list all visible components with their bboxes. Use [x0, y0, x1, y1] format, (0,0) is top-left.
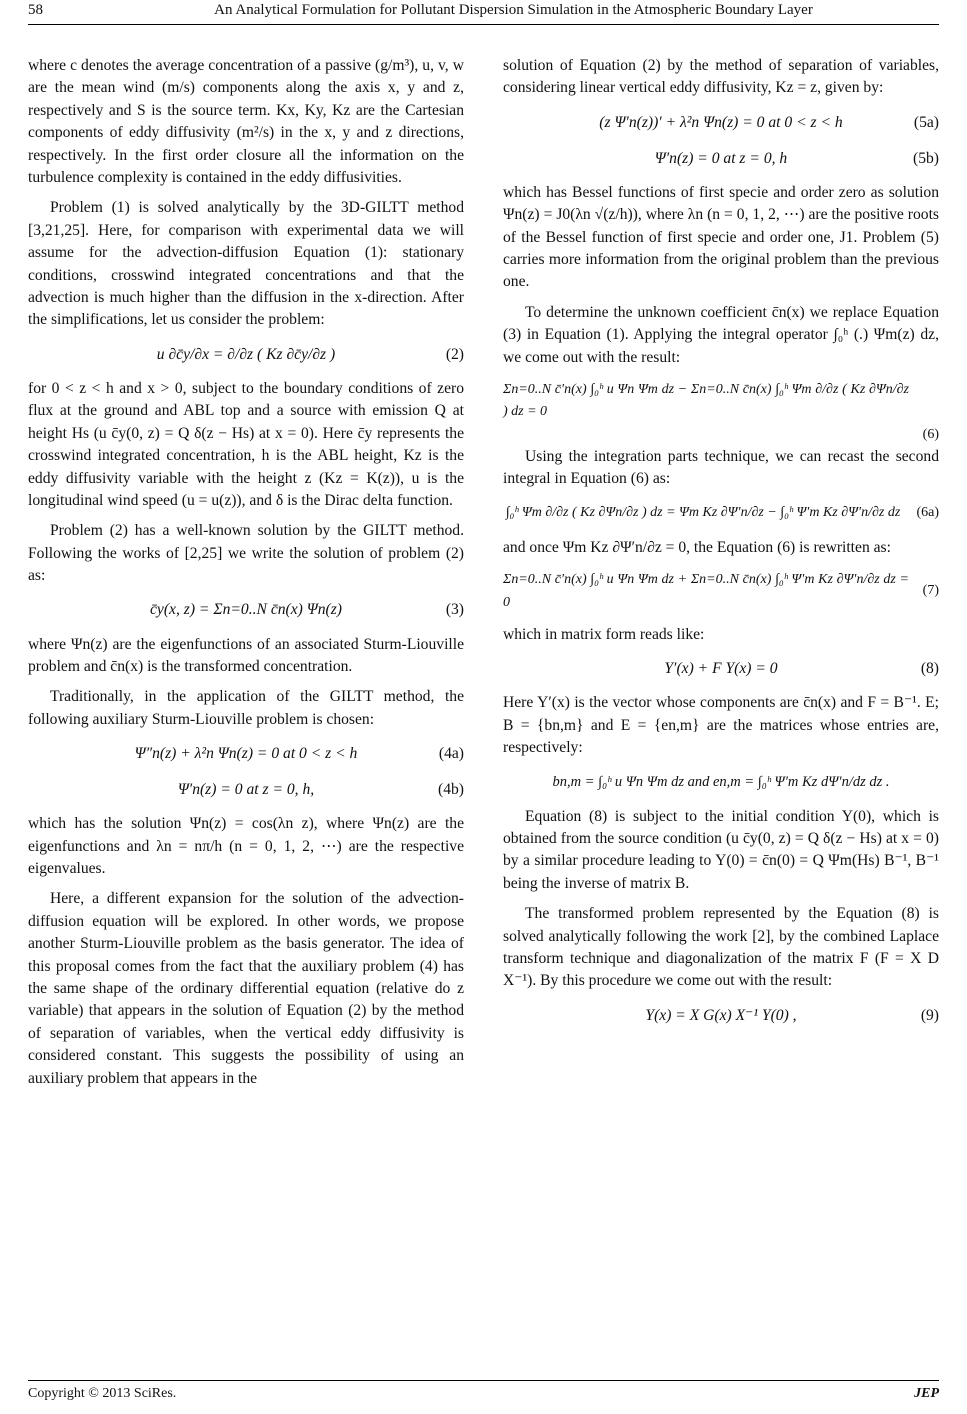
equation-number: (5a)	[913, 113, 939, 131]
equation-number: (6a)	[916, 505, 939, 521]
equation-number: (3)	[445, 601, 464, 619]
running-title: An Analytical Formulation for Pollutant Dispersion Simulation in the Atmospheric Boundary Layer	[214, 2, 813, 18]
equation-body: Ψ′n(z) = 0 at z = 0, h	[654, 149, 788, 167]
equation-4b	[28, 777, 464, 803]
paragraph: and once Ψm Kz ∂Ψ′n/∂z = 0, the Equation (6) is rewritten as:	[503, 538, 891, 556]
paragraph: Here Y′(x) is the vector whose components are c̄n(x) and F = B⁻¹. E; B = {bn,m} and E = {en,m} are the matrices whose entries are, respectively:	[503, 694, 939, 757]
equation-6a	[503, 501, 939, 527]
equation-body: (z Ψ′n(z))′ + λ²n Ψn(z) = 0 at 0 < z < h	[599, 113, 843, 131]
paragraph: To determine the unknown coefficient c̄n(x) we replace Equation (3) in Equation (1). Applying the integral operator ∫₀ʰ (.) Ψm(z) dz, we come out with the result:	[503, 303, 939, 366]
equation-number: (6)	[922, 426, 939, 442]
equation-body: Σn=0..N c̄′n(x) ∫₀ʰ u Ψn Ψm dz + Σn=0..N c̄n(x) ∫₀ʰ Ψ′m Kz ∂Ψ′n/∂z dz = 0	[503, 572, 909, 610]
equation-body: Ψ″n(z) + λ²n Ψn(z) = 0 at 0 < z < h	[134, 744, 358, 762]
paragraph: Here, a different expansion for the solution of the advection-diffusion equation will be explored. In other words, we propose another Sturm-Liouville problem as the basis generator. The idea of this proposal comes from the fact that the auxiliary problem (4) has the same shape of the ordinary differential equation (relative do z variable) that appears in the solution of Equation (2) by the method of separation of variables, when the vertical eddy diffusivity is considered constant. This suggests the possibility of using an auxiliary problem that appears in the	[28, 890, 464, 1087]
paragraph: Traditionally, in the application of the GILTT method, the following auxiliary Sturm-Liouville problem is chosen:	[28, 688, 464, 728]
paragraph: Using the integration parts technique, we can recast the second integral in Equation (6) as:	[503, 447, 939, 488]
equation-2	[28, 342, 464, 368]
paragraph: Equation (8) is subject to the initial condition Y(0), which is obtained from the source condition (u c̄y(0, z) = Q δ(z − Hs) at x = 0) by a similar procedure leading to Y(0) = c̄n(0) = Q Ψm(Hs) B⁻¹, B⁻¹ being the inverse of matrix B.	[503, 807, 939, 892]
equation-number: (7)	[922, 583, 939, 599]
equation-number: (4a)	[438, 744, 464, 762]
equation-b-e	[503, 770, 939, 796]
equation-body: u ∂c̄y/∂x = ∂/∂z ( Kz ∂c̄y/∂z )	[156, 345, 336, 363]
paragraph: for 0 < z < h and x > 0, subject to the boundary conditions of zero flux at the ground and ABL top and a source with emission Q at height Hs (u c̄y(0, z) = Q δ(z − Hs) at x = 0). Here c̄y represents the crosswind integrated concentration, h is the ABL height, Kz is the eddy diffusivity variable with the height z (Kz = K(z)), u is the longitudinal wind speed (u = u(z)), and δ is the Dirac delta function.	[28, 379, 464, 509]
equation-3	[28, 598, 464, 624]
equation-body: Y′(x) + F Y(x) = 0	[664, 660, 778, 678]
paragraph: which has the solution Ψn(z) = cos(λn z), where Ψn(z) are the eigenfunctions and λn = nπ/h (n = 0, 1, 2, ⋯) are the respective eigenvalues.	[28, 815, 464, 877]
left-column	[28, 55, 464, 1098]
copyright: Copyright © 2013 SciRes.	[28, 1386, 177, 1401]
equation-number: (5b)	[913, 149, 939, 167]
equation-number: (2)	[445, 345, 464, 363]
footer-rule	[28, 1380, 939, 1381]
header-rule	[28, 24, 939, 25]
equation-6	[503, 379, 939, 442]
equation-4a	[28, 741, 464, 767]
paragraph: where c denotes the average concentration of a passive (g/m³), u, v, w are the mean wind (m/s) components along the axis x, y and z, respectively and S is the source term. Kx, Ky, Kz are the Cartesian components of eddy diffusivity (m²/s) in the x, y and z directions, respectively. In the first order closure all the information on the turbulence complexity is contained in the eddy diffusivities.	[28, 57, 464, 187]
equation-body: bn,m = ∫₀ʰ u Ψn Ψm dz and en,m = ∫₀ʰ Ψ′m Kz dΨ′n/dz dz .	[552, 774, 890, 791]
equation-8	[503, 656, 939, 682]
right-column	[503, 55, 939, 1039]
paragraph: Problem (2) has a well-known solution by the GILTT method. Following the works of [2,25] we write the solution of problem (2) as:	[28, 522, 464, 585]
equation-5a	[503, 110, 939, 136]
paragraph: The transformed problem represented by the Equation (8) is solved analytically following the work [2], by the combined Laplace transform technique and diagonalization of the matrix F (F = X D X⁻¹). By this procedure we come out with the result:	[503, 905, 939, 990]
paragraph: Problem (1) is solved analytically by the 3D-GILTT method [3,21,25]. Here, for comparison with experimental data we will assume for the advection-diffusion Equation (1): stationary conditions, crosswind integrated concentrations and that the advection is much higher than the diffusion in the x-direction. After the simplifications, let us consider the problem:	[28, 199, 464, 329]
paragraph: solution of Equation (2) by the method of separation of variables, considering linear vertical eddy diffusivity, Kz = z, given by:	[503, 57, 939, 97]
equation-5b	[503, 146, 939, 172]
equation-number: (8)	[920, 660, 939, 678]
journal-abbrev: JEP	[914, 1386, 939, 1401]
paragraph: which in matrix form reads like:	[503, 625, 705, 643]
paragraph: which has Bessel functions of first specie and order zero as solution Ψn(z) = J0(λn √(z/h)), where λn (n = 0, 1, 2, ⋯) are the positive roots of the Bessel function of first specie and order one, J1. Problem (5) carries more information from the original problem than the previous one.	[503, 183, 939, 291]
equation-body: c̄y(x, z) = Σn=0..N c̄n(x) Ψn(z)	[150, 601, 342, 619]
page-header	[28, 0, 939, 22]
equation-number: (4b)	[438, 780, 464, 798]
page-number: 58	[28, 2, 43, 18]
equation-7	[503, 569, 939, 614]
paragraph: where Ψn(z) are the eigenfunctions of an associated Sturm-Liouville problem and c̄n(x) is the transformed concentration.	[28, 635, 464, 675]
equation-number: (9)	[920, 1006, 939, 1024]
equation-body: Ψ′n(z) = 0 at z = 0, h,	[177, 780, 315, 798]
equation-body: Y(x) = X G(x) X⁻¹ Y(0) ,	[645, 1006, 797, 1024]
equation-body: Σn=0..N c̄′n(x) ∫₀ʰ u Ψn Ψm dz − Σn=0..N c̄n(x) ∫₀ʰ Ψm ∂/∂z ( Kz ∂Ψn/∂z ) dz = 0	[503, 382, 909, 420]
equation-body: ∫₀ʰ Ψm ∂/∂z ( Kz ∂Ψn/∂z ) dz = Ψm Kz ∂Ψ′n/∂z − ∫₀ʰ Ψ′m Kz ∂Ψ′n/∂z dz	[505, 505, 901, 521]
equation-9	[503, 1003, 939, 1029]
